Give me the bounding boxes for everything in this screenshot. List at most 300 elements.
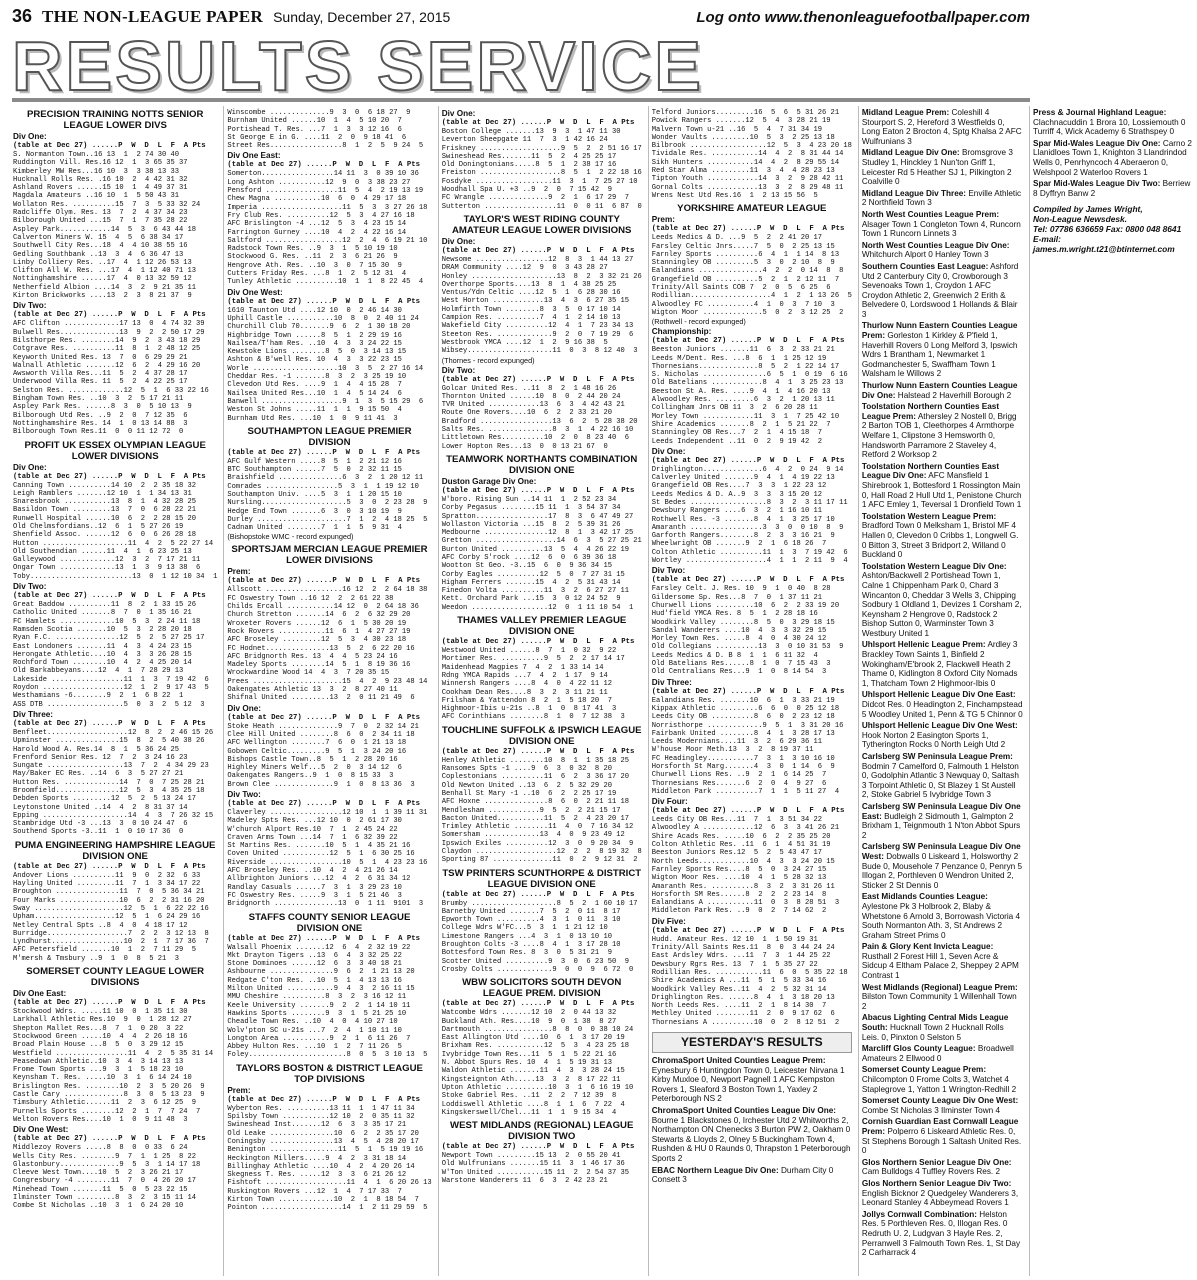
table-row: Kingskerswell/Chel...11 1 1 9 15 34 4 [441,1108,617,1117]
table-row: Abbey Hulton Res. ...10 1 2 7 11 26 5 [227,1043,402,1052]
result-block [862,108,1023,146]
league-block [442,109,642,211]
result-scores: Clachnacuddin 1 Brora 10, Lossiemouth 0 Turriff 4, Wick Academy 6 Strathspey 0 [1033,117,1186,137]
league-title: TAYLORS BOSTON & DISTRICT LEAGUE TOP DIVISIONS [236,1062,423,1085]
table-row: Medbourne ...............12 8 1 3 42 17 25 [441,529,634,538]
league-section [442,891,642,975]
table-row: FC Oswestry Res. .....9 3 1 5 21 46 3 [227,891,402,900]
table-header: (table at Dec 27) ......P W D L F A Pts [227,448,421,457]
table-row: Dewsbury Rangers ....6 3 2 1 16 10 11 [651,507,823,516]
league-title: TSW PRINTERS SCUNTHORPE & DISTRICT LEAGUE DIVISION ONE [442,867,642,890]
table-row: Old Centralians Res...9 1 0 8 14 54 3 [651,668,827,677]
result-block [862,262,1023,320]
result-competition: Midland League Div One: [861,148,960,158]
division-name: Div Two: [227,790,261,799]
table-row: Churchill Club 70.......9 6 2 1 30 18 20 [227,323,411,332]
table-row: Salts Res. ...............8 3 1 4 22 16 10 [441,426,634,435]
table-row: Morley Town ............11 3 1 7 25 42 10 [651,412,840,421]
table-row: Corby Eagles ..........12 5 0 7 27 31 15 [441,570,625,579]
table-row: Thornton United ......10 8 0 2 44 20 24 [441,392,621,401]
table-row: Hutton Res. .............14 7 0 7 25 28 21 [13,778,205,787]
table-row: Leeds City OB Res...11 7 1 3 51 34 22 [651,816,823,825]
result-competition: Uhlsport Hellenic League Prem: [861,640,986,650]
table-row: Lyndhurst.................10 2 1 7 17 36 7 [13,938,209,947]
table-row: Winnersh Rangers ....8 4 0 4 22 11 12 [441,680,612,689]
result-scores: Combe St Nicholas 3 Ilminster Town 4 [861,1105,1001,1115]
table-row: Bishops Castle Town..8 5 1 2 28 20 16 [227,755,398,764]
table-row: Alwoodley FC ...........4 1 0 3 7 10 3 [651,300,835,309]
table-row: Wollaston Victoria ...15 8 2 5 39 31 26 [441,520,621,529]
table-row: Ryan F.C. ...............12 5 2 5 27 25 17 [13,634,205,643]
table-row: W'boro. Rising Sun ..14 11 1 2 52 23 34 [441,495,617,504]
result-block [862,690,1023,719]
table-row: Benhall St Mary -1 ..10 6 2 2 25 17 19 [441,789,617,798]
table-row: Braishfield ...............6 3 2 1 20 12 11 [227,474,424,483]
table-row: Cadnam United ........7 1 1 5 9 31 4 [227,524,402,533]
table-row: AFC Broseley Res. ..10 4 2 4 21 26 14 [227,867,398,876]
table-row: AFC Hoxne ...............8 6 0 2 21 11 18 [441,798,629,807]
table-header: (table at Dec 27) ......P W D L F A Pts [441,119,635,127]
table-row: Nursling....................5 3 0 2 23 28 9 [227,499,428,508]
table-header: (table at Dec 27) ......P W D L F A Pts [13,862,206,871]
table-row: Scotter United ..........9 3 0 6 23 50 9 [441,957,629,966]
table-row: FC Headingley...........7 3 1 3 10 16 10 [651,754,835,763]
table-row: Southampton Univ. ....5 3 1 1 20 15 10 [227,490,402,499]
table-row: Roydon ...................12 1 2 9 17 43 5 [13,684,209,693]
table-row: Underwood Villa Res. 11 5 2 4 22 25 17 [13,378,188,387]
table-row: Madeley Sports ........14 5 1 8 19 36 16 [227,661,411,670]
table-row: TVR United ............13 6 3 4 42 43 21 [441,401,625,410]
result-scores: Aylestone Pk 3 Holbrook 2, Blaby & Whetstone 6 Arnold 3, Borrowash Victoria 4 South Normanton Ath. 3, St Andrews 2 Graham Street Prims 0 [861,901,1021,940]
result-block [862,1065,1023,1094]
table-row: Bingham Town Res. ..10 3 2 5 17 21 11 [13,395,184,404]
table-row: Wolv'pton SC u-21s ...7 2 4 1 10 11 10 [227,1026,402,1035]
table-row: Wortley ...................4 1 1 2 11 9 4 [651,557,848,566]
result-competition: Uhlsport Hellenic League Div One East: [861,690,1016,700]
table-row: Weston St Johns .....11 1 1 9 15 50 4 [227,406,402,415]
division-name: Div One West: [227,287,283,297]
table-header: (table at Dec 27) ......P W D L F A Pts [227,800,421,808]
result-competition: Southern Counties East League: [861,261,989,271]
league-title: TAYLOR'S WEST RIDING COUNTY AMATEUR LEAGUE LOWER DIVISIONS [452,213,632,236]
division-name: Prem: [227,1085,251,1095]
table-row: Milton United ...........9 4 3 2 16 11 15 [227,985,415,994]
table-row: Thornesians A ..........10 0 2 8 12 51 2 [651,1018,840,1027]
league-title: WBW SOLICITORS SOUTH DEVON LEAGUE PREM. DIVISION [462,977,622,1000]
table-header: (table at Dec 27) ......P W D L F A Pts [651,337,845,346]
result-block [1033,139,1194,177]
website-link[interactable]: Log onto www.thenonleaguefootballpaper.com [696,9,1030,26]
table-row: Barnetby United .......7 5 2 0 11 8 17 [441,907,621,916]
table-row: Selston Res. .............12 5 1 6 33 22 16 [13,386,209,395]
league-title: SPORTSJAM MERCIAN LEAGUE PREMIER LOWER DIVISIONS [231,544,428,567]
table-header: (table at Dec 27) ......P W D L F A Pts [441,486,635,495]
league-block [442,1120,642,1185]
table-row: Gedling Southbank ..13 3 4 6 36 47 13 [13,250,184,259]
league-section [442,638,642,722]
column-1 [10,106,220,1276]
table-row: Herongate Athletic....10 4 3 3 26 28 15 [13,650,192,659]
table-row: Clifton All W. Res. ...17 4 1 12 40 71 13 [13,267,197,276]
result-block [862,562,1023,639]
table-row: Frenford Senior Res. 12 7 2 3 24 16 23 [13,753,188,762]
credit-line: Compiled by James Wright, [1033,204,1143,215]
table-row: Swineshead Res.......11 5 2 4 25 25 17 [441,152,617,161]
table-row: Westhamians -6........9 2 1 6 8 22 1 [13,692,184,701]
result-competition: Marcliff Glos County League: [861,1044,976,1054]
table-row: Rock Rovers ...........11 6 1 4 27 27 19 [227,627,411,636]
table-row: Basildon Town .........13 7 0 6 28 22 21 [13,506,197,515]
league-block [13,966,217,1211]
result-competition: Cornish Guardian East Cornwall League Prem: [861,1117,1019,1136]
league-section [13,463,217,582]
league-block [442,454,642,612]
table-row: Longton Area ...........9 2 1 6 11 26 7 [227,1034,411,1043]
division-name: Div One: [227,703,262,713]
table-row: Morley Town Res. .....8 4 0 4 30 24 12 [651,635,827,644]
table-header: (table at Dec 27) ......P W D L F A Pts [441,890,635,899]
league-section [227,704,431,789]
result-competition: Toolstation Northern Counties East League Div One: [861,461,1000,481]
table-row: FC Hodnet...............13 5 2 6 22 20 16 [227,644,415,653]
league-block [227,912,431,1060]
table-row: Winscombe ..............9 3 0 6 18 27 9 [227,109,411,117]
result-competition: Spar Mid-Wales League Div One: [1033,138,1161,148]
table-row: Saltford ..................12 2 4 6 19 21 10 [227,236,428,245]
table-row: Sikh Hunters ...........14 4 2 8 29 55 14 [651,158,840,167]
table-row: Burnham Utd Res. ...10 1 0 9 11 41 3 [227,414,398,423]
table-row: AFC Petersfield .......10 1 2 7 11 29 5 [13,946,197,955]
table-row: Trimley Athletic ........11 4 0 7 16 34 12 [441,823,634,832]
league-block [227,109,431,423]
table-row: FC Oswestry Town ..16 12 2 2 61 22 38 [227,594,394,603]
league-section [652,215,852,326]
table-row: Highmoor-Ibis u-21s ..8 1 0 8 17 41 3 [441,705,617,714]
table-row: ASS DTB ..................5 0 3 2 5 12 3 [13,700,205,709]
table-row: East Londoners .......11 4 3 4 24 23 15 [13,642,192,651]
result-scores: Bourne 1 Blackstones 0, Irchester Utd 2 Whitworths 2, Northampton ON Chenecks 3 Burton PW 2, Oakham 0 Stewarts & Lloyds 2, Olney 5 Buckingham Town 4, Rushden & HU 0 Raunds 0, Thrapston 1 Peterborough Sports 2 [651,1115,851,1163]
result-scores: Bodmin 7 Camelford 0, Falmouth 1 Helston 0, Godolphin Atlantic 3 Newquay 0, Saltash 3 Torpoint Athletic 0, St Blazey 1 St Austell 2, Stoke Gabriel 5 Ivybridge Town 3 [861,761,1019,800]
masthead [12,27,1030,105]
table-row: Crosby Colts .............9 0 0 9 6 72 0 [441,965,634,974]
division-name: Div One: [441,109,476,118]
table-row: Keyworth United Res. 13 7 0 6 29 29 21 [13,353,188,362]
result-block [862,512,1023,560]
table-row: Amaranth Res. ..........8 3 2 3 31 26 11 [651,882,835,891]
table-row: Somersham .............13 4 0 9 23 49 12 [441,831,625,840]
table-row: Redgate C'ton Res. ..10 5 1 4 13 13 16 [227,976,402,985]
table-row: Ilminster Town .........8 3 2 3 15 11 14 [13,1193,197,1202]
results-columns [10,106,1192,1276]
table-row: Lower Hopton Res...13 0 0 13 21 67 0 [441,442,608,451]
table-row: Collingham Jnrs OB 11 3 2 6 20 28 11 [651,404,818,413]
result-block [862,1117,1023,1155]
table-row: Waldon Athletic .......11 4 3 3 28 24 15 [441,1067,625,1076]
result-scores: Hook Norton 2 Easington Sports 1, Tytherington Rocks 0 North Leigh Utd 2 [861,730,1006,750]
league-section [13,710,217,837]
table-row: Burton United ..........13 5 4 4 26 22 19 [441,545,629,554]
table-row: Keele University .......9 2 2 1 14 10 11 [227,1001,411,1010]
table-row: Drighlington..............6 4 2 0 24 9 14 [651,465,844,474]
issue-date: Sunday, December 27, 2015 [273,9,451,25]
league-title: STAFFS COUNTY SENIOR LEAGUE DIVISION ONE [248,911,411,934]
table-row: Wigton Moor ..............5 0 2 3 12 25 2 [651,308,844,317]
table-row: Claydon ...................12 2 2 8 19 32 8 [441,848,642,856]
league-title: TEAMWORK NORTHANTS COMBINATION DIVISION ONE [446,453,638,476]
result-scores: Hucknall Town 2 Hucknall Rolls Leis. 0, Pinxton 0 Selston 5 [861,1023,1004,1042]
table-row: Aspley Park............14 5 3 6 43 44 18 [13,225,197,234]
table-row: Kimberley MW Res...16 10 3 3 38 13 33 [13,167,180,176]
table-row: Bilsthorpe Res. ........14 9 2 3 43 18 29 [13,336,201,345]
table-row: Spratton.................17 8 3 6 47 49 27 [441,512,634,521]
table-row: West Horton ............13 4 3 6 27 35 15 [441,297,629,306]
table-row: Aspley Park Res. ......8 3 0 5 10 13 9 [13,403,192,412]
league-block [442,615,642,722]
table-row: Leeds Medics & D. A..9 3 3 3 15 20 12 [651,490,823,499]
table-row: Mkt Drayton Tigers ..13 6 4 3 32 25 22 [227,951,402,960]
table-row: Maidenhead Magpies 7 4 2 1 33 14 14 [441,663,604,672]
result-competition: Carlsberg SW Peninsula League Div One East: [861,801,1021,821]
table-row: Somerton.................14 11 3 0 39 10 36 [227,170,419,179]
table-row: May/Baker EC Res. ..14 6 3 5 27 27 21 [13,770,184,779]
table-row: Bridgnorth ...............13 0 1 11 9101 3 [227,900,424,909]
table-row: Gornal Colts ............13 3 2 8 29 48 11 [651,183,844,192]
table-row: Shire Academics .......8 2 1 5 21 22 7 [651,420,831,429]
league-title: TOUCHLINE SUFFOLK & IPSWICH LEAGUE DIVISION ONE [441,724,642,747]
table-row: East Allington Utd ....10 6 1 3 17 20 19 [441,1034,625,1043]
table-row: Prees .....................15 4 2 9 23 48 14 [227,677,428,686]
table-row: Leytonstone United ..14 4 2 8 31 37 14 [13,803,188,812]
result-block [862,983,1023,1012]
table-row: Ipswich Exiles ..........12 3 0 9 20 34 9 [441,839,634,848]
table-header: (table at Dec 27) ......P W D L F A Pts [227,161,421,170]
table-row: Powick Rangers .......12 5 4 3 28 21 19 [651,117,831,126]
table-row: Old Collegians ..........13 3 0 10 31 53 9 [651,643,844,652]
table-row: AFC Wellington ........7 6 0 1 21 13 18 [227,739,407,748]
result-block [862,1210,1023,1258]
table-row: Epping ....................14 4 3 7 26 32 15 [13,811,214,820]
yesterdays-results-heading: YESTERDAY'S RESULTS [652,1032,852,1053]
result-scores: Polperro 6 Liskeard Athletic Res. 0, St Stephens Borough 1 Saltash United Res. 0 [861,1126,1022,1156]
table-header: (table at Dec 27) ......P W D L F A Pts [651,225,845,234]
table-row: Durley .....................7 1 2 4 18 25 5 [227,515,428,524]
league-title: PRECISION TRAINING NOTTS SENIOR LEAGUE LOWER DIVS [26,109,204,131]
table-row: Wootton St Geo. -3..15 6 0 9 36 34 15 [441,562,612,571]
table-row: Southwell City Res...18 4 4 10 38 55 16 [13,242,188,251]
table-row: Netley Central Spts ..8 4 0 4 18 17 12 [13,921,188,930]
table-row: Hengrove Ath. Res. ..10 3 0 7 15 30 9 [227,261,402,270]
column-4 [648,106,855,1276]
table-row: Four Marks ..............10 6 2 2 31 16 20 [13,896,205,905]
table-row: Middlezoy Rovers .....8 8 0 0 33 6 24 [13,1144,188,1153]
division-name: Div Four: [651,797,688,807]
table-header: (table at Dec 27) ......P W D L F A Pts [13,1135,206,1144]
table-row: Cheadle Town Res. ..10 4 0 4 10 27 10 [227,1018,398,1027]
table-row: Madeley Spts Res. ...12 10 0 2 61 17 30 [227,817,402,826]
table-row: S. Normanton Town..16 13 1 2 74 30 40 [13,151,180,159]
result-block [862,381,1023,400]
league-block [442,725,642,865]
table-row: Cheddar Res. -1 .......8 3 2 3 25 19 10 [227,373,407,382]
table-row: Cookham Dean Res....8 3 2 3 11 21 11 [441,688,608,697]
table-row: Clevedon Utd Res. ....9 1 4 4 15 28 7 [227,381,402,390]
table-row: Randlay Casuals ......7 3 1 3 29 23 10 [227,883,402,892]
result-scores: Gorleston 1 Kirkley & P'field 1, Haverhill Rovers 0 Long Melford 3, Ipswich Wdrs 1 Brantham 1, Newmarket 1 Godmanchester 5, Swaffham Town 1 Walsham le Willows 2 [861,331,1018,379]
table-header: (table at Dec 27) ......P W D L F A Pts [441,375,635,384]
table-row: Bottesford Town Res. 8 3 0 5 31 21 9 [441,949,612,958]
table-row: Farrington Gurney ....10 4 2 4 22 16 14 [227,228,407,237]
table-row: Tividale Res. ...........14 4 2 8 31 44 14 [651,150,844,159]
table-row: Grangefield OB Res....7 3 3 1 22 23 12 [651,482,827,491]
result-block [862,842,1023,890]
table-row: Oakengates Athletic 13 3 2 8 27 40 11 [227,686,398,695]
result-scores: Whitchurch Alport 0 Hanley Town 3 [861,250,989,260]
table-row: Stockwood Green .....10 4 4 2 26 18 16 [13,1032,188,1041]
table-row: Brislington Res. ........10 2 3 5 20 26 9 [13,1082,205,1091]
table-row: Red Star Alma .........11 3 4 4 28 23 13 [651,167,835,176]
league-section [652,797,852,916]
table-row: Rochford Town ........10 4 2 4 25 20 14 [13,659,192,668]
result-competition: Glos Northern Senior League Div One: [861,1157,1012,1167]
table-row: Wakefield City ..........12 4 1 7 23 34 13 [441,322,634,331]
table-row: Walnall Athletic .......12 6 2 4 29 16 20 [13,361,201,370]
result-block [1033,179,1194,198]
table-header: (table at Dec 27) ......P W D L F A Pts [441,1000,635,1009]
table-row: Radstock Town Res. ..9 3 1 5 10 19 10 [227,245,398,254]
result-competition: EBAC Northern League Div One: [651,1165,779,1175]
result-scores: Helston Res. 5 Porthleven Res. 0, Illogan Res. 0 Redruth U. 2, Ludgvan 3 Hayle Res. 2, Perranwell 3 Falmouth Town Res. 1, St Day 2 Carharrack 4 [861,1209,1021,1258]
result-block [862,942,1023,980]
table-row: Colton Athletic ..........11 1 3 7 19 42 6 [651,548,848,557]
table-row: Gobowen Celtic.........9 5 1 3 24 20 16 [227,747,407,756]
table-row: Ashland Rovers ......15 10 1 4 49 37 31 [13,184,188,193]
table-row: Hud'field YMCA Res. 8 5 1 2 28 18 16 [651,610,818,619]
league-section [13,301,217,436]
table-row: Billinghay Athletic ....10 4 2 4 20 26 14 [227,1162,415,1171]
table-row: Stanningley OB Res...7 2 1 4 15 18 7 [651,429,823,438]
result-block [862,892,1023,940]
table-row: DRAM Community ....12 9 0 3 43 28 27 [441,264,608,273]
league-section [13,582,217,709]
league-section [652,109,852,200]
table-row: Norristhorpe .............9 5 1 3 31 20 16 [651,721,844,730]
table-header: (table at Dec 27) ......P W D L F A Pts [227,713,421,722]
table-header: (table at Dec 27) ......P W D L F A Pts [441,246,635,255]
result-competition: Toolstation Western League Div One: [861,561,1007,571]
table-row: Dartmouth ................8 8 0 0 38 10 24 [441,1025,634,1034]
table-row: Calverley United .......9 4 1 4 19 22 13 [651,474,835,483]
column-6 [1029,106,1197,1276]
result-scores: Athersley 2 Nostell 0, Brigg 2 Barton TOB 1, Cleethorpes 4 Armthorpe Welfare 1, Clipstone 3 Hemsworth 0, Handsworth Parramore 2 Staveley 4, Retford 2 Worksop 2 [861,411,1017,460]
table-row: St George E in G. ....11 2 0 9 18 41 6 [227,133,407,142]
table-row: W'Ton United ...........15 11 2 2 54 37 35 [441,1168,629,1177]
league-section [442,1000,642,1117]
league-title: PUMA ENGINEERING HAMPSHIRE LEAGUE DIVISION ONE [14,839,216,862]
table-row: Tipton Youth ............14 3 2 9 28 42 11 [651,175,844,184]
table-row: Walsall Phoenix .......12 6 4 2 32 19 22 [227,943,411,952]
result-block [862,752,1023,800]
table-row: Brumby ....................8 5 2 1 60 10 17 [441,899,638,908]
table-row: Rodillian...................4 1 2 1 13 26 5 [651,292,852,301]
result-competition: Thurlow Nunn Eastern Counties League Prem: [861,321,1018,341]
table-header: (table at Dec 27) ......P W D L F A Pts [651,576,845,585]
table-row: Old Leake ...............10 6 2 2 35 17 20 [227,1129,419,1138]
result-scores: Cam Bulldogs 4 Tuffley Rovers Res. 2 [861,1167,1001,1177]
table-row: Frilsham & Yattendon 8 2 1 5 18 20 7 [441,696,612,705]
table-row: Ashbourne ...............9 6 2 1 21 13 20 [227,968,415,977]
table-row: Stockwood G. Res. ..11 2 3 6 21 26 9 [227,253,398,262]
table-row: Castle Cary ..............8 3 0 5 13 23 9 [13,1091,205,1100]
result-scores: Rusthall 2 Forest Hill 1, Seven Acre & Sidcup 4 Eltham Palace 2, Sheppey 2 APM Contrast 1 [861,951,1019,981]
league-section [227,790,431,909]
table-header: (table at Dec 27) ......P W D L F A Pts [227,577,421,586]
table-row: Kett. Orchard Park ...15 3 0 12 24 52 9 [441,595,621,604]
table-row: Old Chelmsfordians..12 6 1 5 27 26 19 [13,522,184,531]
table-row: Calverton Miners W. 15 4 5 6 38 34 17 [13,233,184,242]
table-row: M'mersh & Tmsbury ..9 1 0 8 5 21 3 [13,954,180,963]
table-header: (table at Dec 27) ......P W D L F A Pts [441,638,635,647]
table-header: (table at Dec 27) ......P W D L F A Pts [651,807,845,816]
table-row: Leeds M/Dent. Res. ...8 6 1 1 25 12 19 [651,354,827,363]
table-row: Burridge...................7 2 2 3 12 13 8 [13,929,209,938]
table-row: AFC Corby S'rock ....12 6 0 6 39 36 18 [441,553,617,562]
result-scores: Bromsgrove 3 Studley 1, Hinckley 1 Nun'ton Griff 1, Leicester Rd 5 Heather SJ 1, Pilkington 2 Coalville 0 [861,148,1013,187]
table-row: Friskney ...................9 5 2 2 51 16 17 [441,144,642,153]
league-section [227,109,431,150]
result-block [862,148,1023,186]
table-row: Hucknall Rolls Res. .16 10 2 4 42 31 32 [13,175,188,184]
table-row: Nottinghamshire Res. 14 1 0 13 14 88 3 [13,419,188,428]
table-row: Old Doningtonians.....8 5 1 2 38 17 16 [441,161,617,170]
table-row: Leeds Medics & D. B 8 1 1 6 11 32 4 [651,651,818,660]
table-header: (table at Dec 27) ......P W D L F A Pts [227,934,421,943]
result-block [1033,108,1194,137]
table-row: Newsome .................12 8 3 1 44 13 27 [441,255,634,264]
table-row: Nottinghamshire ......17 4 0 13 32 59 12 [13,275,192,284]
table-row: Kirton Town .............10 2 1 8 18 54 7 [227,1195,419,1204]
table-row: Wrockwardine Wood 14 4 3 7 20 35 15 [227,669,390,678]
table-header: (table at Dec 27) ......P W D L F A Pts [13,142,206,150]
result-competition: ChromaSport United Counties League Div One: [651,1105,837,1115]
table-header: (table at Dec 27) ......P W D L F A Pts [13,592,206,601]
table-row: Mendlesham ............9 5 2 2 21 15 17 [441,806,621,815]
table-row: Alwoodley A ............12 6 3 3 41 26 21 [651,824,840,833]
table-row: Debden Sports .........12 5 2 5 13 24 17 [13,795,197,804]
table-row: Amaranth .................3 3 0 0 10 8 9 [651,523,844,532]
table-row: Claverley .................12 10 1 1 39 11 31 [227,809,428,817]
table-row: Southend Sports -3..11 1 0 10 17 36 0 [13,828,184,837]
result-competition: Abacus Lighting Central Mids League South: [861,1013,1009,1033]
result-competition: East Midlands Counties League: [861,892,988,902]
result-block [862,1179,1023,1208]
table-row: Burnham United ......10 1 4 5 10 20 7 [227,117,402,126]
league-title: THAMES VALLEY PREMIER LEAGUE DIVISION ONE [457,615,627,638]
column-5 [858,106,1026,1276]
table-row: Wollaton Res. ..........15 7 3 5 33 32 24 [13,200,201,209]
table-row: Catholic United .......8 7 0 1 35 16 21 [13,609,192,618]
table-row: Old Barkabbeyans....12 4 1 7 28 29 13 [13,667,184,676]
table-row: Kingsteignton Ath.....13 3 2 8 17 22 11 [441,1075,621,1084]
table-row: Honley ....................13 8 2 3 32 21 26 [441,272,642,281]
table-row: Route One Rovers....10 6 2 2 33 21 20 [441,409,612,418]
table-row: Watcombe Wdrs .......12 10 2 0 44 13 32 [441,1009,617,1018]
table-row: Broomfield...............12 5 3 4 35 25 18 [13,787,205,795]
table-row: Clee Hill United ........8 6 0 2 34 11 18 [227,730,415,739]
league-block [13,840,217,963]
table-row: Wheelwright OB .......9 2 1 6 18 26 7 [651,540,827,549]
table-row: Timsbury Athletic......11 2 3 6 12 25 9 [13,1099,197,1108]
result-scores: Didcot Res. 0 Headington 2, Finchampstead 5 Woodley United 1, Penn & TG 5 Chinnor 0 [861,700,1023,719]
